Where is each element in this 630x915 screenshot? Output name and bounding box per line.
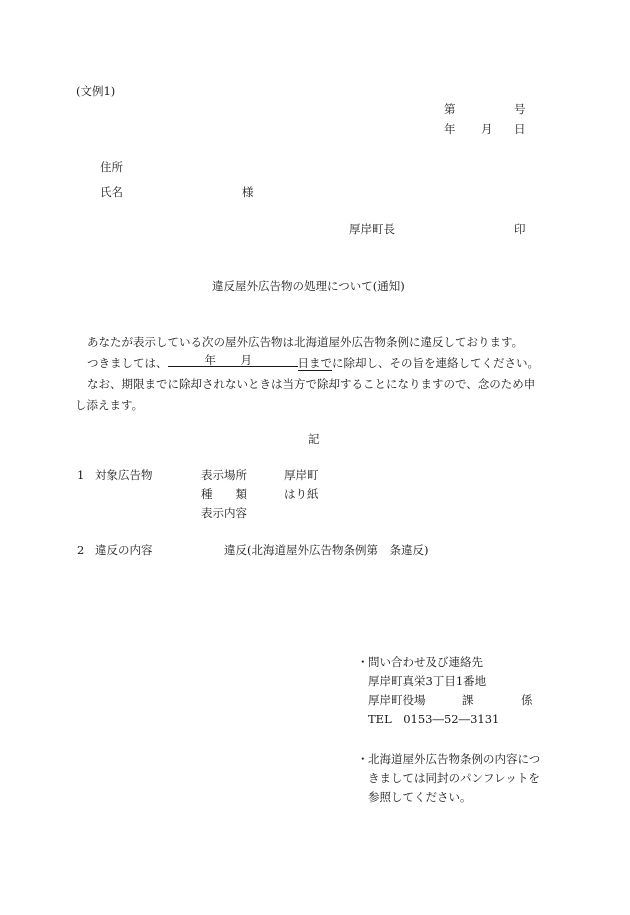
recipient-name-label: 氏名 (100, 185, 123, 199)
note-line-1: 北海道屋外広告物条例の内容につ (368, 752, 541, 766)
item1-row-key: 表示場所 (201, 468, 247, 482)
contact-bullet: ・ (357, 655, 369, 669)
date-day-label: 日 (514, 122, 526, 136)
document-number-prefix: 第 (444, 102, 456, 116)
deadline-year-label: 年 (204, 353, 216, 367)
recipient-honorific: 様 (242, 185, 254, 199)
note-bullet: ・ (357, 752, 369, 766)
recipient-address-label: 住所 (100, 160, 123, 174)
body-line-1: あなたが表示している次の屋外広告物は北海道屋外広告物条例に違反しております。 (87, 335, 524, 349)
sender-seal: 印 (514, 222, 526, 236)
document-number-suffix: 号 (514, 102, 526, 116)
item2-value: 違反(北海道屋外広告物条例第 条違反) (224, 543, 429, 557)
note-line-3: 参照してください。 (368, 790, 472, 804)
ki-heading: 記 (308, 432, 320, 446)
deadline-date-blank (168, 353, 268, 367)
deadline-month-label: 月 (240, 353, 252, 367)
item2-number: 2 (77, 543, 85, 557)
note-line-2: きましては同封のパンフレットを (368, 771, 540, 785)
contact-section: 係 (521, 693, 533, 707)
contact-address: 厚岸町真栄3丁目1番地 (368, 674, 487, 688)
body-line-3: なお、期限までに除却されないときは当方で除却することになりますので、念のため申 (87, 377, 536, 391)
item1-row-key: 表示内容 (201, 506, 247, 520)
sender-title: 厚岸町長 (349, 222, 395, 236)
body-line-2-suffix: に除却し、その旨を連絡してください。 (332, 356, 539, 370)
contact-tel: TEL 0153―52―3131 (368, 712, 500, 726)
item1-label: 対象広告物 (95, 468, 153, 482)
body-line-2 (75, 353, 555, 374)
deadline-day-until: 日まで (297, 356, 332, 370)
body-line-2-prefix: つきましては、 (87, 356, 168, 370)
contact-heading: 問い合わせ及び連絡先 (368, 655, 483, 669)
date-month-label: 月 (481, 122, 493, 136)
item1-row-key: 種 類 (201, 487, 247, 501)
item1-row-value: はり紙 (284, 487, 319, 501)
date-year-label: 年 (444, 122, 456, 136)
item1-row-value: 厚岸町 (284, 468, 319, 482)
item1-number: 1 (77, 468, 85, 482)
document-label: (文例1) (76, 84, 116, 98)
contact-office: 厚岸町役場 (368, 693, 426, 707)
deadline-day-blank (268, 353, 298, 367)
item2-label: 違反の内容 (95, 543, 153, 557)
body-text (75, 332, 555, 416)
document-title: 違反屋外広告物の処理について(通知) (212, 279, 405, 293)
body-line-4: し添えます。 (75, 398, 144, 412)
contact-dept: 課 (462, 693, 474, 707)
